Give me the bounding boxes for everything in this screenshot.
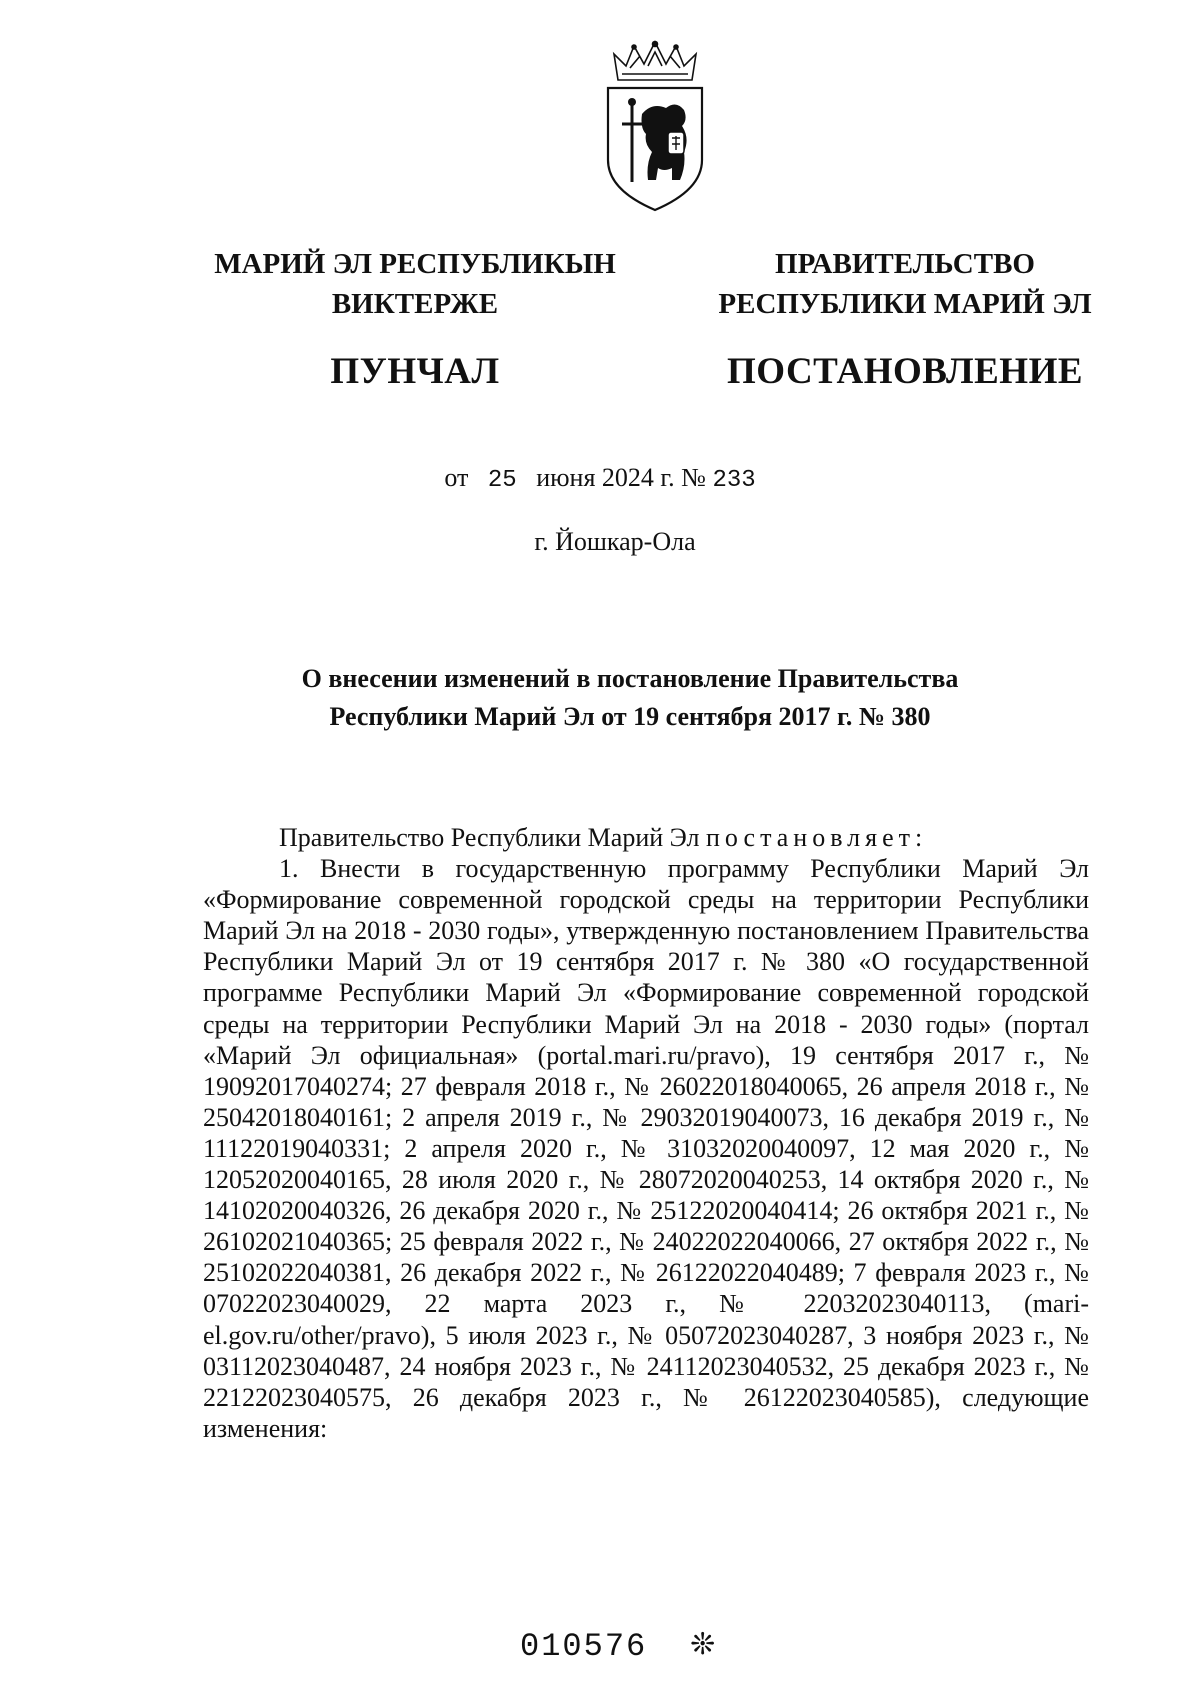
header-left-doctype: ПУНЧАЛ [330, 351, 500, 392]
document-number: 233 [712, 467, 756, 494]
document-city: г. Йошкар-Ола [534, 527, 696, 556]
document-date-line [0, 463, 1200, 494]
title-line2: Республики Марий Эл от 19 сентября 2017 г. № 380 [329, 702, 931, 731]
date-from-label: от [444, 463, 469, 492]
header-left-line1: МАРИЙ ЭЛ РЕСПУБЛИКЫН [214, 248, 616, 280]
body-intro [203, 822, 1089, 853]
header-right-doctype: ПОСТАНОВЛЕНИЕ [726, 351, 1084, 392]
header-right-line1: ПРАВИТЕЛЬСТВО [775, 248, 1035, 280]
document-title [180, 660, 1080, 736]
date-month-year: июня 2024 г. № [536, 463, 706, 492]
coat-of-arms-emblem [596, 40, 714, 215]
intro-resolves: постановляет: [705, 823, 928, 852]
date-day: 25 [487, 467, 517, 494]
header-right-line2: РЕСПУБЛИКИ МАРИЙ ЭЛ [718, 288, 1092, 320]
header-left-mari [175, 244, 655, 394]
document-body [203, 822, 1089, 1444]
title-line1: О внесении изменений в постановление Правительства [301, 664, 959, 693]
footer-serial-number: 010576 [520, 1628, 648, 1665]
header-left-line2: ВИКТЕРЖЕ [331, 288, 499, 320]
intro-prefix: Правительство Республики Марий Эл [279, 823, 706, 852]
header-right-russian [665, 244, 1145, 394]
footer-star-mark-icon: ❊ [690, 1627, 716, 1662]
body-paragraph-1: 1. Внести в государственную программу Республики Марий Эл «Формирование современной городской среды на территории Республики Марий Эл на 2018 - 2030 годы», утвержденную постановлением Правительства Республики Марий Эл от 19 сентября 2017 г. № 380 «О государственной программе Республики Марий Эл «Формирование современной городской среды на территории Республики Марий Эл на 2018 - 2030 годы» (портал «Марий Эл официальная» (portal.mari.ru/pravo), 19 сентября 2017 г., № 19092017040274; 27 февраля 2018 г., № 26022018040065, 26 апреля 2018 г., № 25042018040161; 2 апреля 2019 г., № 29032019040073, 16 декабря 2019 г., № 11122019040331; 2 апреля 2020 г., № 31032020040097, 12 мая 2020 г., № 12052020040165, 28 июля 2020 г., № 28072020040253, 14 октября 2020 г., № 14102020040326, 26 декабря 2020 г., № 25122020040414; 26 октября 2021 г., № 26102021040365; 25 февраля 2022 г., № 24022022040066, 27 октября 2022 г., № 25102022040381, 26 декабря 2022 г., № 26122022040489; 7 февраля 2023 г., № 07022023040029, 22 марта 2023 г., № 22032023040113, (mari-el.gov.ru/other/pravo), 5 июля 2023 г., № 05072023040287, 3 ноября 2023 г., № 03112023040487, 24 ноября 2023 г., № 24112023040532, 25 декабря 2023 г., № 22122023040575, 26 декабря 2023 г., № 26122023040585), следующие изменения: [203, 854, 1089, 1443]
